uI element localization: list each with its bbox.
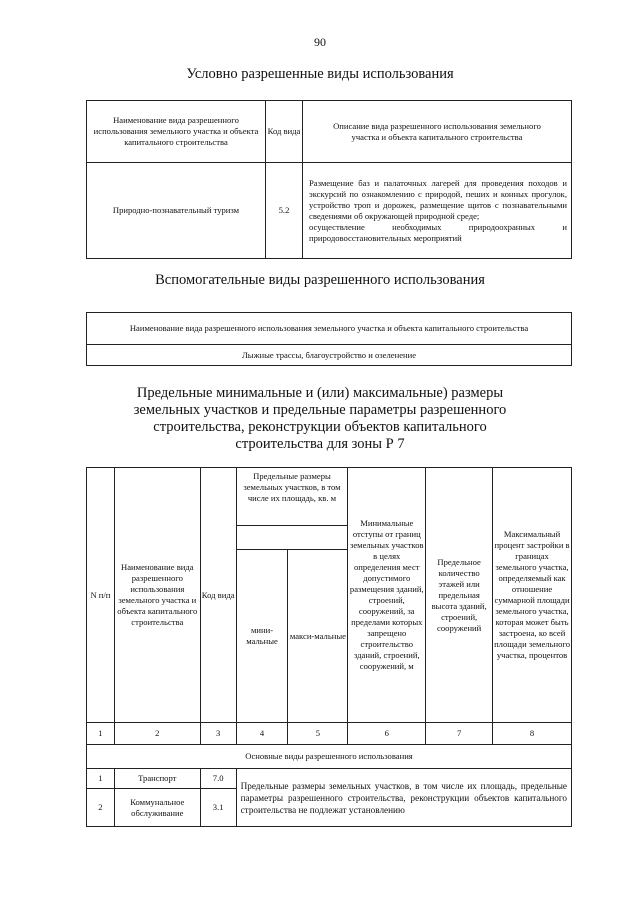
auxiliary-row: Лыжные трассы, благоустройство и озеленение [87, 345, 572, 366]
table-row-num: 1 [87, 769, 115, 789]
header-code: Код вида [200, 468, 236, 723]
row-name: Природно-познавательный туризм [87, 163, 266, 259]
section-title-conditional-uses: Условно разрешенные виды использования [186, 66, 454, 82]
auxiliary-uses-table [86, 312, 572, 366]
auxiliary-header: Наименование вида разрешенного использования земельного участка и объекта капитального строительства [87, 313, 572, 345]
limits-table [86, 467, 572, 827]
column-number: 2 [114, 723, 200, 745]
section-title-limits [0, 385, 640, 453]
column-number: 4 [236, 723, 288, 745]
row-description-part1: Размещение баз и палаточных лагерей для проведения походов и экскурсий по ознакомлению с природой, пеших и конных прогулок, устройство троп и дорожек, размещение щитов с познавательными сведениями об окружающей природной среде; [309, 177, 567, 221]
limits-title-line-2: земельных участков и предельные параметры разрешенного [133, 402, 507, 418]
row-description-part2: осуществление необходимых природоохранных и природовосстановительных мероприятий [309, 221, 567, 243]
header-name: Наименование вида разрешенного использования земельного участка и объекта капитального строительства [87, 101, 266, 163]
section-title-auxiliary-uses: Вспомогательные виды разрешенного использования [155, 272, 485, 288]
column-number: 6 [348, 723, 426, 745]
row-description [303, 163, 572, 259]
header-name: Наименование вида разрешенного использования земельного участка и объекта капитального строительства [114, 468, 200, 723]
header-description: Описание вида разрешенного использования земельного участка и объекта капитального строительства [303, 101, 572, 163]
table-row-code: 3.1 [200, 789, 236, 827]
header-percent: Максимальный процент застройки в границах земельного участка, определяемый как отношение суммарной площади земельного участка, которая может быть застроена, ко всей площади земельного участка, процентов [493, 468, 572, 723]
limits-title-line-1: Предельные минимальные и (или) максимальные) размеры [136, 385, 504, 401]
merged-note: Предельные размеры земельных участков, в том числе их площадь, предельные параметры разрешенного строительства, реконструкции объектов капитального строительства не подлежат установлению [236, 769, 571, 827]
column-number: 5 [288, 723, 348, 745]
conditional-uses-table [86, 100, 572, 259]
column-number: 3 [200, 723, 236, 745]
header-min: мини-мальные [236, 550, 288, 723]
table-row-name: Транспорт [114, 769, 200, 789]
header-code: Код вида [266, 101, 303, 163]
header-setbacks: Минимальные отступы от границ земельных участков в целях определения мест допустимого размещения зданий, строений, сооружений, за пределами которых запрещено строительство зданий, строений, сооружений, м [348, 468, 426, 723]
header-sizes-blank [236, 526, 348, 550]
table-row-code: 7.0 [200, 769, 236, 789]
limits-title-line-3: строительства, реконструкции объектов капитального [153, 419, 487, 435]
column-number: 1 [87, 723, 115, 745]
table-row-num: 2 [87, 789, 115, 827]
header-sizes: Предельные размеры земельных участков, в том числе их площадь, кв. м [236, 468, 348, 526]
row-code: 5.2 [266, 163, 303, 259]
header-max: макси-мальные [288, 550, 348, 723]
column-number: 8 [493, 723, 572, 745]
page-number: 90 [314, 35, 326, 49]
table-row-name: Коммунальное обслуживание [114, 789, 200, 827]
limits-title-line-4: строительства для зоны Р 7 [235, 436, 405, 452]
group-label: Основные виды разрешенного использования [87, 745, 572, 769]
column-number: 7 [426, 723, 493, 745]
header-num: N п/п [87, 468, 115, 723]
header-floors: Предельное количество этажей или предельная высота зданий, строений, сооружений [426, 468, 493, 723]
